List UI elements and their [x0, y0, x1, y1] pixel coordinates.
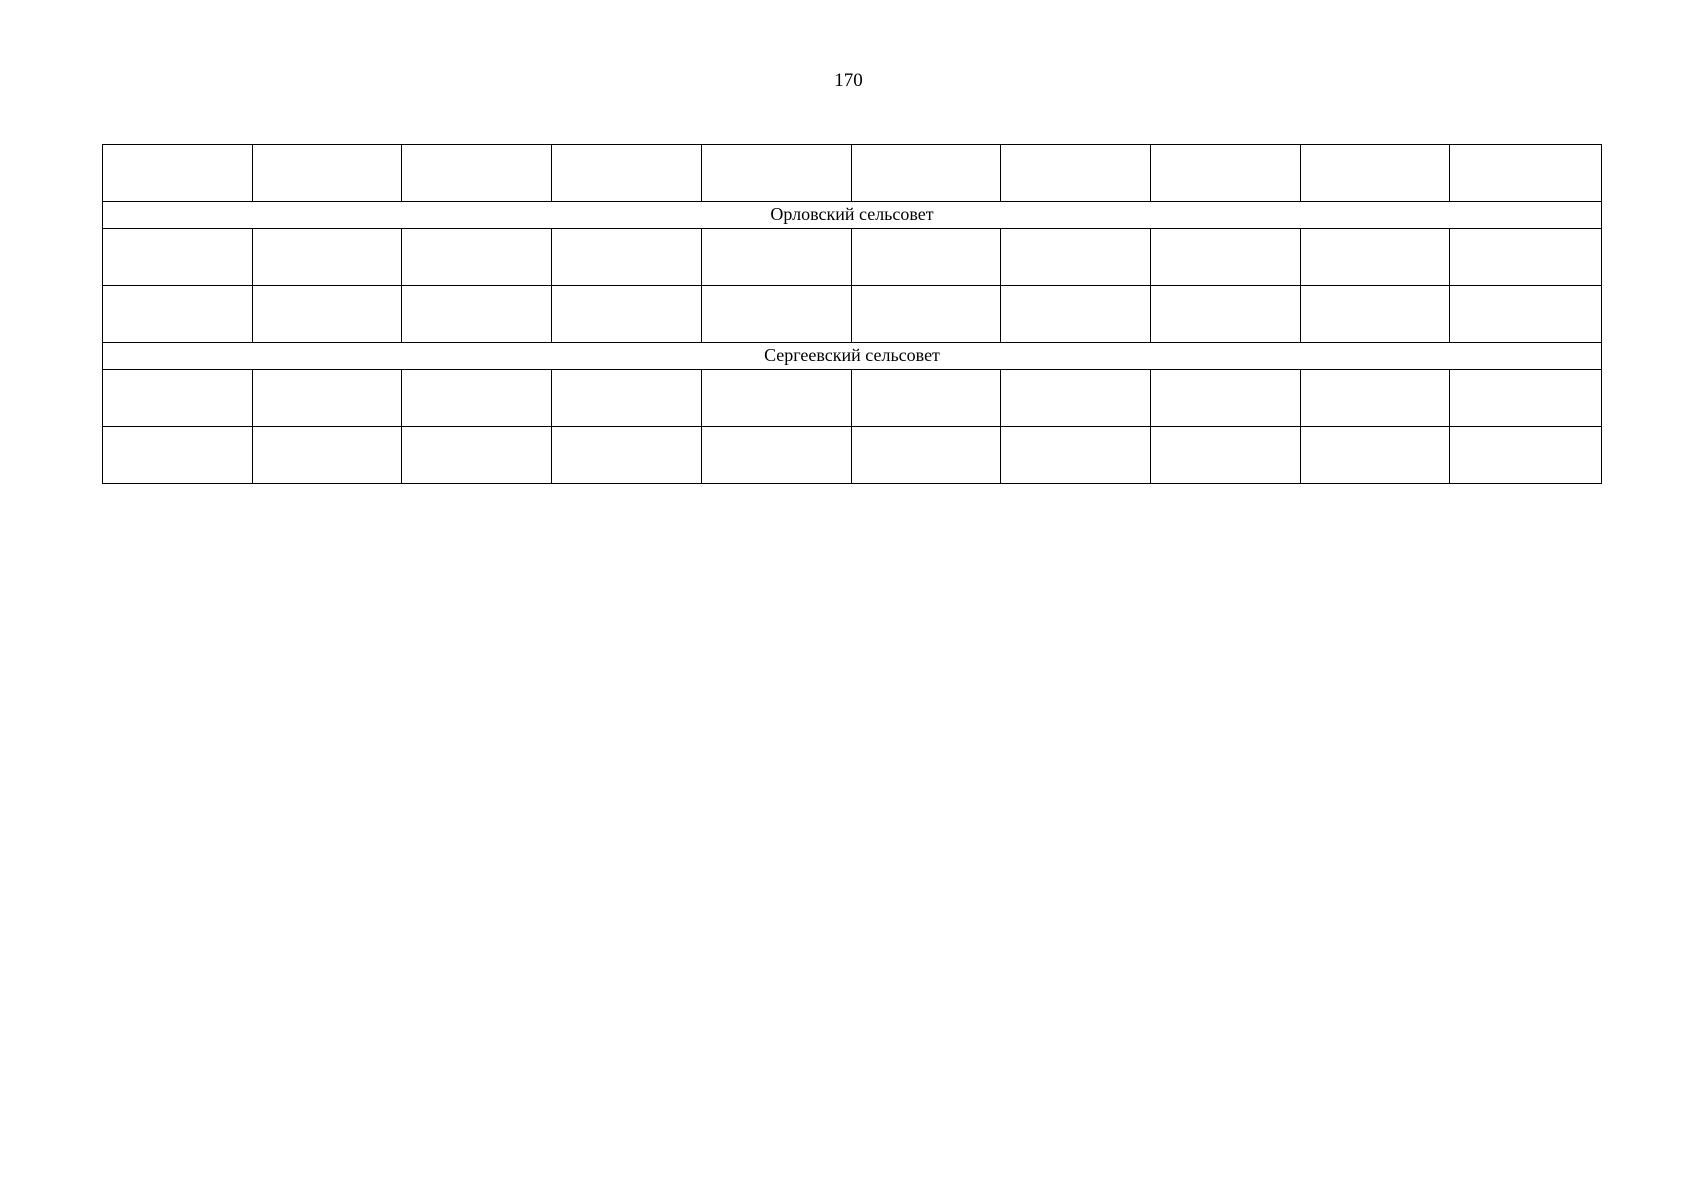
table-row [103, 145, 1602, 202]
section-row [103, 202, 1602, 229]
table-row [103, 370, 1602, 427]
section-title: Сергеевский сельсовет [103, 343, 1602, 370]
table-row [103, 286, 1602, 343]
section-row [103, 343, 1602, 370]
table-row [103, 229, 1602, 286]
section-title: Орловский сельсовет [103, 202, 1602, 229]
table-row [103, 427, 1602, 484]
document-table [102, 144, 1602, 484]
page-number: 170 [834, 70, 863, 91]
